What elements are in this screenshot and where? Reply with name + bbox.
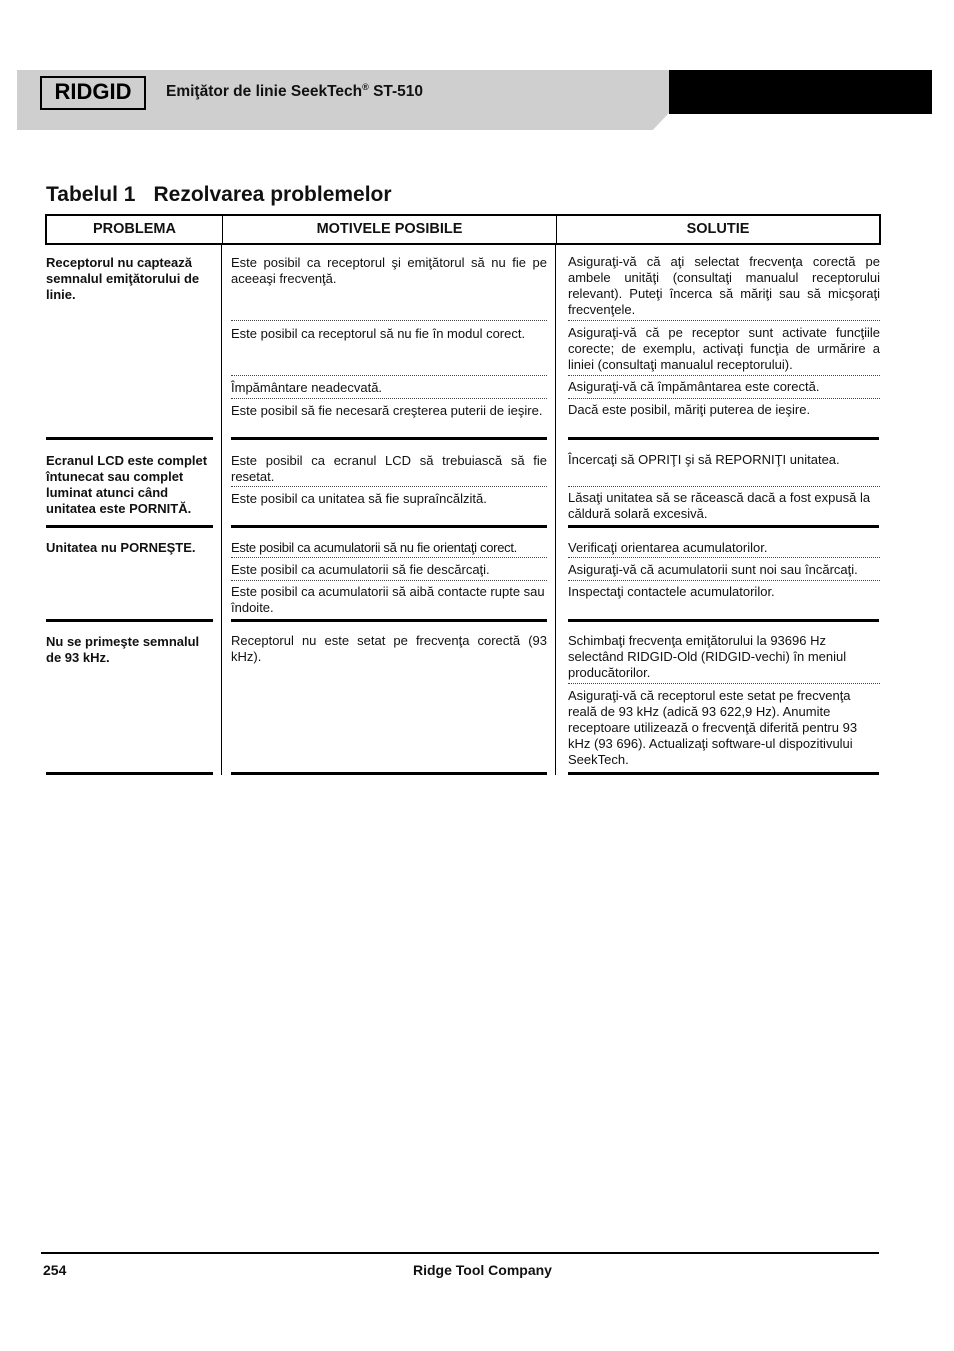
table-title-number: Tabelul 1	[46, 183, 136, 206]
solution-text: Inspectaţi contactele acumulatorilor.	[568, 584, 775, 599]
row-divider	[231, 320, 547, 321]
row-divider	[231, 580, 547, 581]
row-divider	[231, 398, 547, 399]
header-title	[166, 82, 423, 101]
column-header-solutie: SOLUTIE	[686, 221, 750, 237]
group-divider	[568, 525, 879, 528]
solution-text: Asiguraţi-vă că aţi selectat frecvenţa corectă pe ambele unităţi (consultaţi manualul receptorului relevant). Puteţi încerca să măriţi sau să micşoraţi frecvenţele.	[568, 254, 880, 317]
problem-text: Ecranul LCD este complet întunecat sau complet luminat atunci când unitatea este PORNITĂ.	[46, 453, 208, 516]
row-divider	[568, 486, 880, 487]
ridgid-logo	[40, 76, 146, 110]
cause-text: Este posibil ca ecranul LCD să trebuiască să fie resetat.	[231, 453, 547, 484]
group-divider	[231, 525, 547, 528]
cause-text: Este posibil ca acumulatorii să fie descărcaţi.	[231, 562, 490, 577]
footer-rule	[41, 1252, 879, 1254]
solution-text: Verificaţi orientarea acumulatorilor.	[568, 540, 768, 555]
column-header-problema: PROBLEMA	[93, 221, 176, 237]
solution-text: Asiguraţi-vă că receptorul este setat pe frecvenţa reală de 93 kHz (adică 93 622,9 Hz). Anumite receptoare utilizează o frecvenţă diferită pentru 93 kHz (93 696). Actualizaţi software-ul dispozitivului SeekTech.	[568, 688, 858, 767]
table-title-text: Rezolvarea problemelor	[153, 183, 392, 206]
solution-text: Lăsaţi unitatea să se răcească dacă a fost expusă la căldură solară excesivă.	[568, 490, 871, 521]
group-divider	[46, 437, 213, 440]
table-header	[45, 214, 881, 245]
row-divider	[231, 375, 547, 376]
cause-text: Este posibil să fie necesară creşterea puterii de ieşire.	[231, 403, 543, 418]
table-title	[46, 183, 392, 207]
solution-text: Asiguraţi-vă că împământarea este corectă.	[568, 379, 820, 394]
solution-text: Schimbaţi frecvenţa emiţătorului la 93696 Hz selectând RIDGID-Old (RIDGID-vechi) în meniul producătorilor.	[568, 633, 847, 680]
group-divider	[568, 772, 879, 775]
registered-mark: ®	[362, 82, 369, 92]
row-divider	[568, 557, 880, 558]
column-divider	[555, 244, 556, 775]
footer-company: Ridge Tool Company	[413, 1262, 552, 1278]
group-divider	[568, 619, 879, 622]
solution-text: Dacă este posibil, măriţi puterea de ieşire.	[568, 402, 811, 417]
group-divider	[231, 619, 547, 622]
column-divider	[221, 244, 222, 775]
cause-text: Este posibil ca acumulatorii să aibă contacte rupte sau îndoite.	[231, 584, 545, 615]
header-model: ST-510	[368, 83, 424, 101]
row-divider	[568, 375, 880, 376]
header-black-block	[669, 70, 932, 114]
cause-text: Este posibil ca receptorul să nu fie în modul corect.	[231, 326, 526, 341]
problem-text: Receptorul nu captează semnalul emiţătorului de linie.	[46, 255, 200, 302]
logo-text: RIDGID	[54, 79, 132, 104]
solution-text: Asiguraţi-vă că acumulatorii sunt noi sau încărcaţi.	[568, 562, 858, 577]
row-divider	[231, 557, 547, 558]
problem-text: Unitatea nu PORNEŞTE.	[46, 540, 196, 555]
row-divider	[231, 486, 547, 487]
group-divider	[231, 437, 547, 440]
row-divider	[568, 320, 880, 321]
header-band-lower	[17, 113, 669, 130]
problem-text: Nu se primeşte semnalul de 93 kHz.	[46, 634, 200, 665]
cause-text: Împământare neadecvată.	[231, 380, 383, 395]
column-header-motive: MOTIVELE POSIBILE	[316, 221, 463, 237]
row-divider	[568, 398, 880, 399]
group-divider	[46, 525, 213, 528]
cause-text: Este posibil ca receptorul şi emiţătorul să nu fie pe aceeaşi frecvenţă.	[231, 255, 547, 286]
row-divider	[568, 580, 880, 581]
group-divider	[46, 772, 213, 775]
group-divider	[46, 619, 213, 622]
row-divider	[568, 683, 880, 684]
page-number: 254	[43, 1262, 67, 1278]
cause-text: Este posibil ca unitatea să fie supraîncălzită.	[231, 491, 487, 506]
solution-text: Încercaţi să OPRIŢI şi să REPORNIŢI unitatea.	[568, 452, 840, 467]
group-divider	[568, 437, 879, 440]
header-title-text: Emiţător de linie SeekTech	[166, 83, 363, 101]
solution-text: Asiguraţi-vă că pe receptor sunt activate funcţiile corecte; de exemplu, activaţi funcţia de urmărire a liniei (consultaţi manualul receptorului).	[568, 325, 880, 372]
group-divider	[231, 772, 547, 775]
cause-text: Receptorul nu este setat pe frecvenţa corectă (93 kHz).	[231, 633, 547, 664]
cause-text: Este posibil ca acumulatorii să nu fie orientaţi corect.	[231, 540, 517, 555]
